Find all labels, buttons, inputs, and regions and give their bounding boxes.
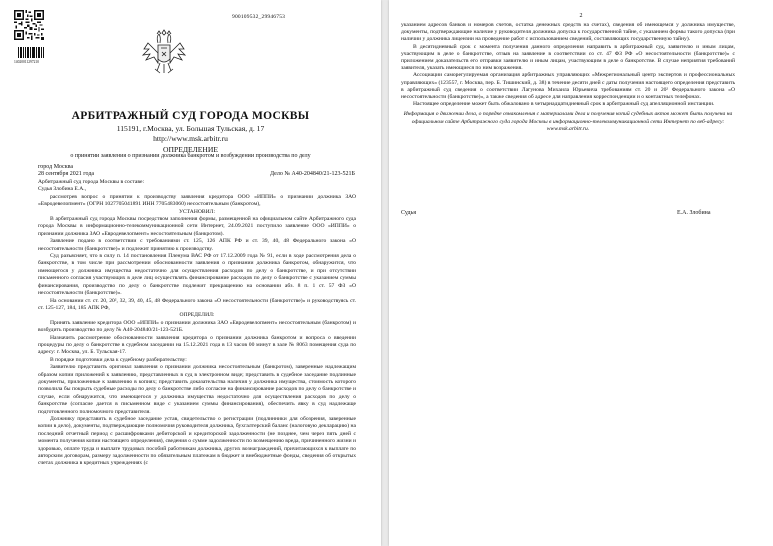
document-id: 900109532_29946753	[232, 14, 286, 20]
paragraph: Заявление подано в соответствии с требованиями ст. 125, 126 АПК РФ и ст. 39, 40, 48 Федерального закона «О несостоятельности (банкротстве)» и подлежит принятию к производству.	[38, 238, 356, 252]
court-address: 115191, г.Москва, ул. Большая Тульская, д. 17	[116, 124, 265, 133]
document-kind-heading: ОПРЕДЕЛЕНИЕ	[163, 145, 218, 154]
signature-label: Судья	[401, 210, 417, 216]
court-website-link[interactable]: http://www.msk.arbitr.ru	[153, 134, 228, 143]
paragraph: Принять заявление кредитора ООО «ИППИ» о признании должника ЗАО «Евродевелопмент» несостоятельным (банкротом) и возбудить производство по делу № А40-204840/21-123-521Б.	[38, 319, 356, 334]
paragraph: В порядке подготовки дела к судебному разбирательству:	[50, 356, 187, 363]
document-body-page-1	[38, 179, 356, 468]
document-place: город Москва	[38, 164, 74, 170]
paragraph: На основании ст. ст. 20, 20², 32, 39, 40, 45, 48 Федерального закона «О несостоятельности (банкротстве)» и руководствуясь ст. ст. 125-127, 184, 185 АПК РФ,	[38, 297, 356, 311]
case-number: Дело № А40-204840/21-123-521Б	[270, 171, 355, 177]
section-heading: ОПРЕДЕЛИЛ:	[179, 312, 215, 319]
paragraph: Ассоциации саморегулируемая организация арбитражных управляющих «Межрегиональный центр экспертов и профессиональных управляющих» (123557, г. Москва, пер. Б. Тишинский, д. 38) в течение десяти дней с даты получения настоящего определения представить в арбитражный суд сведения о соответствии Лагунова Михаила Юрьевича требованиям ст. 20 и 20² Федерального закона «О несостоятельности (банкротстве)», а также сведения об адресе для направления корреспонденции и о контактных телефонах.	[401, 72, 735, 101]
barcode-icon	[18, 47, 44, 58]
paragraph: Должнику представить в судебное заседание устав, свидетельство о регистрации (подлинники для обозрения, заверенные копии в дело), документы, подтверждающие полномочия руководителя должника, бухгалтерский баланс (налоговую декларацию) на последний отчетный период с расшифровками дебиторской и кредиторской задолженности (не позднее, чем через пять дней с момента получения копии настоящего определения), сведения о сумме задолженности по возмещению вреда, причиненного жизни и здоровью, оплате труда и выплате трудовых пособий работникам должника, других вознаграждений, причитающихся к выплате по авторским договорам, размеру задолженности по обязательным платежам в бюджет и внебюджетные фонды, сведения об открытых счетах должника в кредитных учреждениях (с	[38, 416, 356, 467]
document-date: 28 сентября 2021 года	[38, 171, 95, 177]
paragraph: указанием адресов банков и номеров счетов, остатка денежных средств на счетах), сведения об имеющемся у должника имуществе, документы, подтверждающие наличие у руководителя должника допуска к государственной тайне, с указанием формы такого допуска (при наличии у должника лицензии на проведение работ с использованием сведений, составляющих государственную тайну).	[401, 22, 735, 43]
paragraph: В арбитражный суд города Москвы посредством заполнения формы, размещенной на официальном сайте Арбитражного суда города Москвы в информационно-телекоммуникационной сети Интернет, 24.09.2021 поступило заявление ООО «ИППИ» о признании должника ЗАО «Евродевелопмент» несостоятельным (банкротом).	[38, 216, 356, 237]
section-heading: УСТАНОВИЛ:	[178, 208, 216, 215]
document-page-2	[389, 0, 773, 546]
document-body-page-2	[401, 22, 735, 133]
barcode-number: 14020011297210	[14, 60, 40, 64]
paragraph: Заявителю представить оригинал заявления о признании должника несостоятельным (банкротом), заверенные надлежащим образом копии приложений к заявлению, представленных в суд в электронном виде; представить в судебное заседание подлинные документы, приложенные к заявлению в копиях; представить доказательства наличия у должника имущества, стоимость которого позволила бы покрыть судебные расходы по делу о банкротстве либо согласие на финансирование расходов по делу о банкротстве и случае, если обнаружится, что имеющегося у должника имущества недостаточно для осуществления расходов по делу о банкротстве (согласие дается в письменном виде с указанием суммы финансирования), обеспечить явку в суд надлежаще подготовленного полномочного представителя.	[38, 364, 356, 415]
document-subject: о принятии заявления о признании должника банкротом и возбуждении производства по делу	[70, 153, 311, 159]
paragraph: В десятидневный срок с момента получения данного определения направить в арбитражный суд, заявителю и иным лицам, участвующим в деле о банкротстве, отзыв на заявление в соответствии со ст. 47 ФЗ РФ «О несостоятельности (банкротстве)» с приложением доказательств его отправки заявителю и иным лицам, участвующим в деле о банкротстве. В случае неприятия требований заявителя, указать имеющиеся по ним возражения.	[401, 43, 735, 72]
info-note: Информация о движении дела, о порядке ознакомления с материалами дела и получения копий судебных актов может быть получена на официальном сайте Арбитражного суда города Москвы в информационно-телекоммуникационной сети Интернет по веб-адресу: www.msk.arbitr.ru.	[403, 111, 733, 132]
signature-name: Е.А. Злобина	[677, 210, 711, 216]
paragraph: Судья Злобина Е.А.,	[38, 186, 87, 193]
page-number: 2	[579, 13, 583, 19]
paragraph: Назначить рассмотрение обоснованности заявления кредитора о признании должника банкротом и вопроса о введении процедуры по делу о банкротстве в судебном заседании на 15.12.2021 года в 13 часов 00 минут в зале № 8063 помещения суда по адресу: г. Москва, ул. Б. Тульская-17.	[38, 334, 356, 356]
paragraph: рассмотрев вопрос о принятии к производству заявления кредитора ООО «ИППИ» о признании должника ЗАО «Евродевелопмент» (ОГРН 1027705041891 ИНН 7705483060) несостоятельным (банкротом),	[38, 193, 356, 208]
russian-coat-of-arms-icon	[140, 29, 188, 77]
paragraph: Суд разъясняет, что в силу п. 14 постановления Пленума ВАС РФ от 17.12.2009 года № 91, если в ходе рассмотрения дела о банкротстве, в том числе при рассмотрении обоснованности заявления о признании должника банкротом, обнаружится, что имеющегося у должника имущества недостаточно для осуществления расходов по делу о банкротстве, и при отсутствии письменного согласия участвующих в деле лиц осуществлять финансирование расходов по делу о банкротстве с указанием суммы финансирования, производство по делу о банкротстве подлежит прекращению на основании абз. 8 п. 1 ст. 57 ФЗ «О несостоятельности (банкротстве)».	[38, 253, 356, 297]
qr-code-icon	[14, 10, 44, 40]
court-title: АРБИТРАЖНЫЙ СУД ГОРОДА МОСКВЫ	[71, 110, 310, 122]
paragraph: Арбитражный суд города Москвы в составе:	[38, 179, 145, 185]
document-page-1	[0, 0, 381, 546]
paragraph: Настоящее определение может быть обжаловано в четырнадцатидневный срок в арбитражный суд апелляционной инстанции.	[413, 101, 715, 108]
